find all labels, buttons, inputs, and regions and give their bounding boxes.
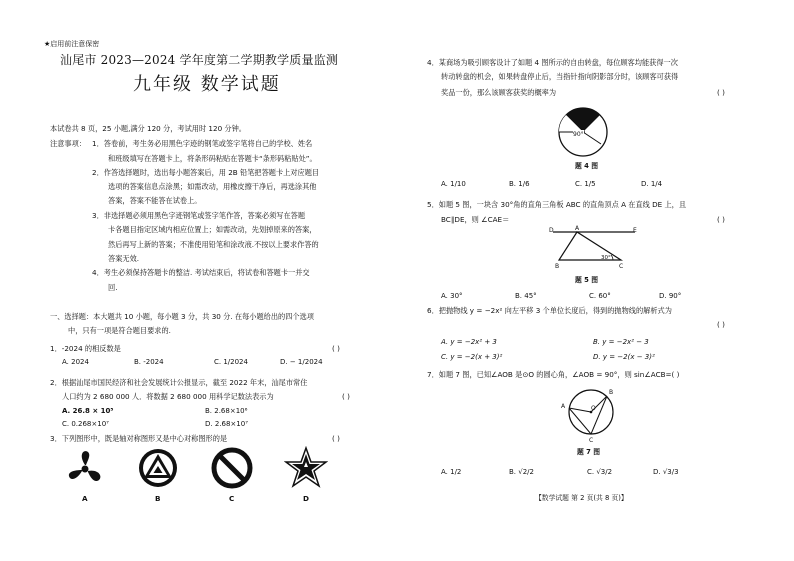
question-4-stem: 4．某商场为吸引顾客设计了如题 4 图所示的自由转盘，每位顾客均能获得一次 xyxy=(427,58,678,67)
option-a: A. y = −2x² + 3 xyxy=(441,338,497,346)
note-line: 卡各题目指定区域内相应位置上；如需改动，先划掉原来的答案， xyxy=(108,225,317,234)
prohibition-sign-icon xyxy=(211,447,253,489)
note-line: 选项的答案信息点涂黑；如需改动，用橡皮擦干净后，再选涂其他 xyxy=(108,182,317,191)
question-4-stem: 奖品一份，那么该顾客获奖的概率为 xyxy=(441,88,557,97)
triangle-emblem-icon xyxy=(137,447,179,489)
option-d: D. √3/3 xyxy=(653,468,679,476)
answer-paren: ( ) xyxy=(717,320,725,329)
figure-caption: 题 7 图 xyxy=(577,448,601,456)
point-label: B xyxy=(609,389,614,396)
question-5-stem: 5．如题 5 图，一块含 30°角的直角三角板 ABC 的直角顶点 A 在直线 DE 上，且 xyxy=(427,200,687,209)
note-line: 答案无效. xyxy=(108,254,140,263)
right-page xyxy=(397,0,794,561)
intro-text: 本试卷共 8 页，25 小题,满分 120 分，考试用时 120 分钟。 xyxy=(50,124,246,133)
question-2-stem: 2．根据汕尾市国民经济和社会发展统计公报显示，截至 2022 年末，汕尾市常住 xyxy=(50,378,308,387)
figure-label-d: D xyxy=(303,494,309,503)
option-b: B. 1/6 xyxy=(509,180,530,188)
question-2-stem: 人口约为 2 680 000 人．将数据 2 680 000 用科学记数法表示为 xyxy=(62,392,274,401)
fan-icon xyxy=(62,448,108,490)
option-b: B. √2/2 xyxy=(509,468,534,476)
question-1-stem: 1．-2024 的相反数是 xyxy=(50,344,121,353)
star-icon xyxy=(284,446,328,490)
option-c: C. 1/5 xyxy=(575,180,596,188)
figure-label-c: C xyxy=(229,494,235,503)
answer-paren: ( ) xyxy=(332,434,340,443)
figure-caption: 题 5 图 xyxy=(575,276,599,284)
angle-label: 90° xyxy=(573,131,584,138)
point-label: O xyxy=(591,405,596,412)
option-c: C. √3/2 xyxy=(587,468,613,476)
option-c: C. y = −2(x + 3)² xyxy=(441,353,503,361)
note-line: 和班级填写在答题卡上，将条形码粘贴在答题卡“条形码粘贴处”。 xyxy=(108,154,317,163)
option-a: A. 30° xyxy=(441,292,463,300)
answer-paren: ( ) xyxy=(332,344,340,353)
option-b: B. -2024 xyxy=(134,358,164,366)
notes-label: 注意事项： xyxy=(50,139,86,148)
question-7-stem: 7．如题 7 图，已知∠AOB 是⊙O 的圆心角，∠AOB = 90°，则 sin∠ACB=( ) xyxy=(427,370,680,379)
question-3-stem: 3．下列图形中，既是轴对称图形又是中心对称图形的是 xyxy=(50,434,228,443)
option-d: D. y = −2(x − 3)² xyxy=(593,353,655,361)
option-b: B. 45° xyxy=(515,292,537,300)
note-line: 然后再写上新的答案；不准使用铅笔和涂改液.不按以上要求作答的 xyxy=(108,240,319,249)
note-line: 答案，答案不能答在试卷上。 xyxy=(108,196,202,205)
triangle-diagram-icon xyxy=(549,226,639,270)
note-line: 1．答卷前，考生务必用黑色字迹的钢笔或签字笔将自己的学校、姓名 xyxy=(92,139,313,148)
option-d: D. 90° xyxy=(659,292,682,300)
point-label: D xyxy=(549,227,554,234)
note-line: 3．非选择题必须用黑色字迹钢笔或签字笔作答，答案必须写在答题 xyxy=(92,211,306,220)
confidential-mark: ★启用前注意保密 xyxy=(44,40,100,48)
answer-paren: ( ) xyxy=(342,392,350,401)
option-d: D. 1/4 xyxy=(641,180,663,188)
option-a: A. 2024 xyxy=(62,358,89,366)
point-label: B xyxy=(555,263,560,270)
note-line: 4．考生必须保持答题卡的整洁. 考试结束后，将试卷和答题卡一并交 xyxy=(92,268,310,277)
option-a: A. 1/10 xyxy=(441,180,466,188)
question-4-stem: 转动转盘的机会，如果转盘停止后，当指针指向阴影部分时，该顾客可获得 xyxy=(441,72,679,81)
option-a: A. 26.8 × 10⁵ xyxy=(62,407,114,415)
question-6-stem: 6．把抛物线 y = −2x² 向左平移 3 个单位长度后，得到的抛物线的解析式为 xyxy=(427,306,672,315)
option-b: B. y = −2x² − 3 xyxy=(593,338,649,346)
option-c: C. 1/2024 xyxy=(214,358,248,366)
point-label: A xyxy=(561,403,566,410)
question-5-stem: BC∥DE，则 ∠CAE＝ xyxy=(441,215,510,224)
answer-paren: ( ) xyxy=(717,215,725,224)
figure-caption: 题 4 图 xyxy=(575,162,599,170)
section-heading: 一、选择题：本大题共 10 小题，每小题 3 分，共 30 分. 在每小题给出的四个选项 xyxy=(50,312,314,321)
point-label: C xyxy=(589,437,594,444)
point-label: A xyxy=(575,225,580,232)
option-b: B. 2.68×10⁶ xyxy=(205,407,248,415)
option-d: D. − 1/2024 xyxy=(280,358,323,366)
option-d: D. 2.68×10⁷ xyxy=(205,420,249,428)
figure-label-b: B xyxy=(155,494,161,503)
option-a: A. 1/2 xyxy=(441,468,462,476)
answer-paren: ( ) xyxy=(717,88,725,97)
exam-subtitle: 九年级 数学试题 xyxy=(133,74,281,95)
note-line: 回. xyxy=(108,283,118,292)
section-heading: 中，只有一项是符合题目要求的. xyxy=(68,326,171,335)
exam-title: 汕尾市 2023—2024 学年度第二学期教学质量监测 xyxy=(60,53,339,67)
angle-label: 30° xyxy=(601,255,611,261)
option-c: C. 60° xyxy=(589,292,611,300)
point-label: C xyxy=(619,263,624,270)
option-c: C. 0.268×10⁷ xyxy=(62,420,109,428)
figure-label-a: A xyxy=(82,494,88,503)
point-label: E xyxy=(633,227,637,234)
page-footer: 【数学试题 第 2 页(共 8 页)】 xyxy=(535,494,628,502)
note-line: 2．作答选择题时，选出每小题答案后，用 2B 铅笔把答题卡上对应题目 xyxy=(92,168,320,177)
